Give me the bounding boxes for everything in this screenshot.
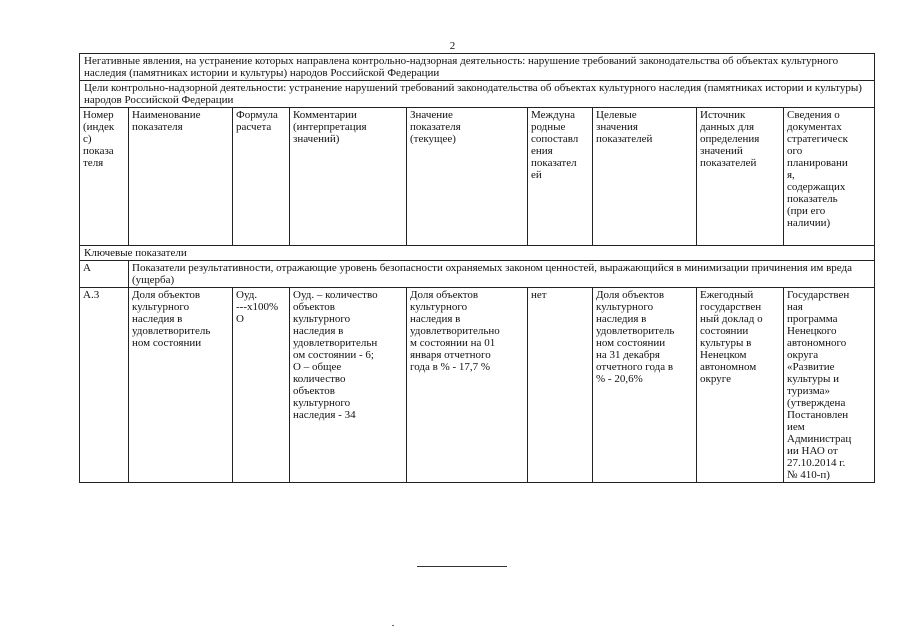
row-comment: Оуд. – количество объектов культурного наследия в удовлетворительн ом состоянии - 6; О – общее количество объектов культурного наследия - 34 bbox=[290, 288, 407, 483]
header-name: Наименование показателя bbox=[129, 108, 233, 246]
header-international: Междуна родные сопоставл ения показател ей bbox=[528, 108, 593, 246]
header-row bbox=[80, 108, 875, 246]
header-comments: Комментарии (интерпретация значений) bbox=[290, 108, 407, 246]
footnote-rule bbox=[417, 566, 507, 567]
header-target: Целевые значения показателей bbox=[593, 108, 697, 246]
page-number: 2 bbox=[449, 40, 456, 52]
header-source: Источник данных для определения значений показателей bbox=[697, 108, 784, 246]
row-data-source: Ежегодный государствен ный доклад о состоянии культуры в Ненецком автономном округе bbox=[697, 288, 784, 483]
header-current-value: Значение показателя (текущее) bbox=[407, 108, 528, 246]
section-row bbox=[80, 261, 875, 288]
row-target-value: Доля объектов культурного наследия в удовлетворитель ном состоянии на 31 декабря отчетного года в % - 20,6% bbox=[593, 288, 697, 483]
header-number: Номер (индек с) показа теля bbox=[80, 108, 129, 246]
row-international: нет bbox=[528, 288, 593, 483]
section-title: Показатели результативности, отражающие уровень безопасности охраняемых законом ценностей, выражающийся в минимизации причинения им вреда (ущерба) bbox=[129, 261, 875, 288]
row-current-value: Доля объектов культурного наследия в удовлетворительно м состоянии на 01 января отчетного года в % - 17,7 % bbox=[407, 288, 528, 483]
row-number: А.3 bbox=[80, 288, 129, 483]
indicators-table bbox=[79, 53, 875, 483]
goals-row bbox=[80, 81, 875, 108]
negative-phenomena-text: Негативные явления, на устранение которых направлена контрольно-надзорная деятельность: нарушение требований законодательства об объектах культурного наследия (памятниках истории и культуры) народов Российской Федерации bbox=[80, 54, 875, 81]
table-row bbox=[80, 288, 875, 483]
key-indicators-label: Ключевые показатели bbox=[80, 246, 875, 261]
negative-phenomena-row bbox=[80, 54, 875, 81]
row-strategic-documents: Государствен ная программа Ненецкого автономного округа «Развитие культуры и туризма» (утверждена Постановлен ием Администрац ии НАО от 27.10.2014 г. № 410-п) bbox=[784, 288, 875, 483]
row-formula: Оуд. ---х100% О bbox=[233, 288, 290, 483]
header-documents: Сведения о документах стратегическ ого планировани я, содержащих показатель (при его наличии) bbox=[784, 108, 875, 246]
key-indicators-row bbox=[80, 246, 875, 261]
section-code: А bbox=[80, 261, 129, 288]
row-indicator-name: Доля объектов культурного наследия в удовлетворитель ном состоянии bbox=[129, 288, 233, 483]
scan-mark bbox=[392, 625, 394, 626]
header-formula: Формула расчета bbox=[233, 108, 290, 246]
goals-text: Цели контрольно-надзорной деятельности: устранение нарушений требований законодательства об объектах культурного наследия (памятниках истории и культуры) народов Российской Федерации bbox=[80, 81, 875, 108]
